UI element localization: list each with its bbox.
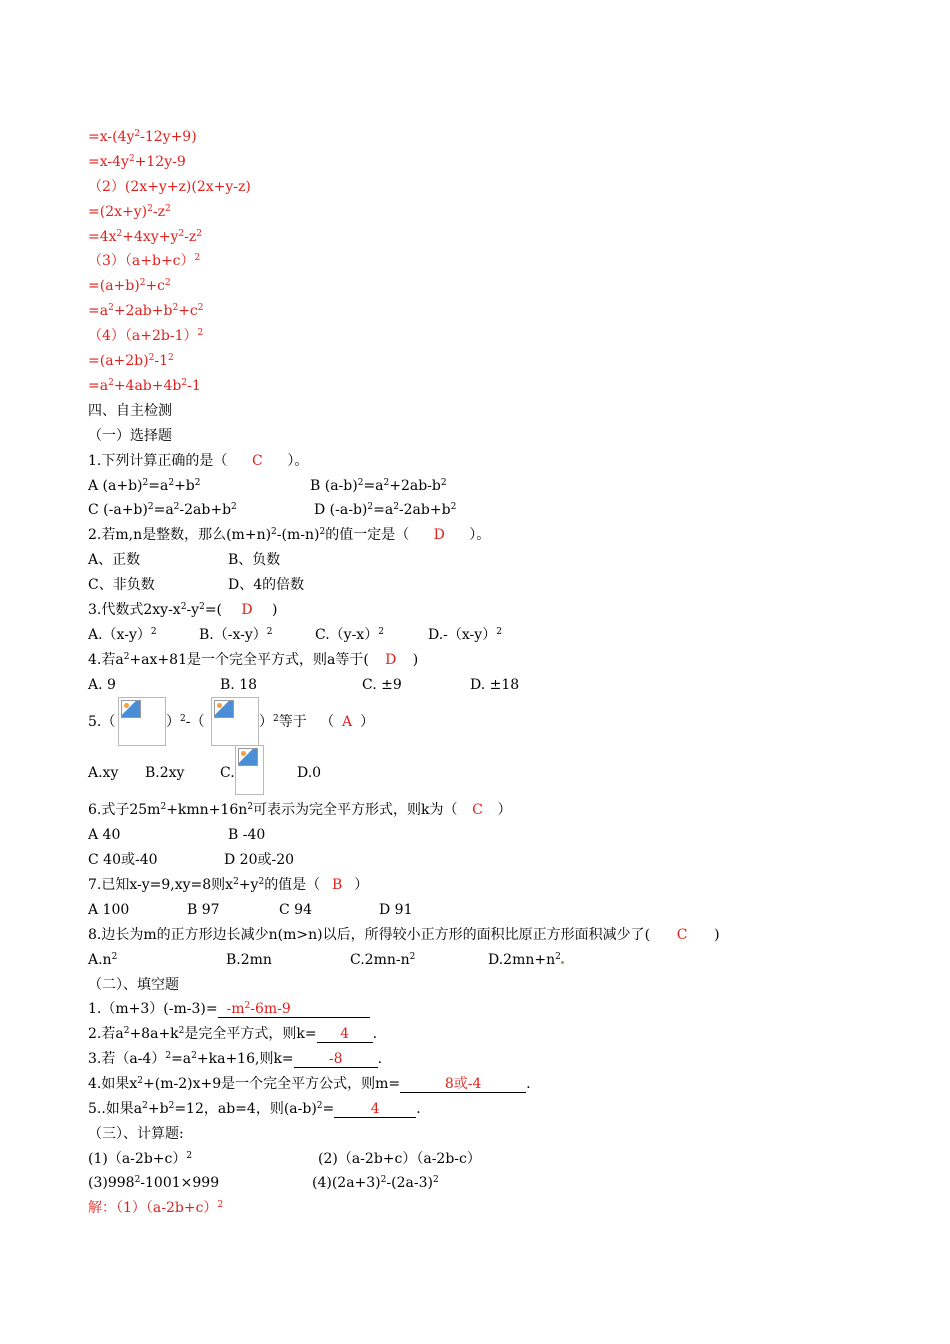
solution-line: $=a^2+2ab+b^2+c^2$ [88, 303, 204, 319]
solution-line: $=x-4y^2+12y-9$ [88, 154, 186, 170]
solution-heading: $(3)(a+b+c)^2$ [88, 253, 201, 269]
calc-2: (2)（a-2b+c）（a-2b-c） [318, 1151, 481, 1167]
option-row: B -40 [228, 827, 266, 843]
option-row: C 94 [279, 902, 312, 918]
broken-image-icon [235, 745, 264, 795]
solution-line: $=x-(4y^2-12y+9)$ [88, 129, 197, 145]
fill-2: 2.若$a^2+8a+k^2$是完全平方式，则k= 4 . [88, 1026, 378, 1042]
answer: D [385, 652, 397, 668]
option-row: A 100 [88, 902, 130, 918]
option-row: B.2mn [226, 952, 272, 968]
option-row: C. ±9 [362, 677, 402, 693]
answer-blank: 8或-4 [400, 1076, 526, 1093]
fill-3: 3.若$(a-4)^2=a^2+ka+16$,则k= -8 . [88, 1051, 383, 1067]
question-2: 2.若m,n是整数，那么$(m+n)^2-(m-n)^2$的值一定是（ D ）。 [88, 527, 491, 543]
fill-5: 5..如果$a^2+b^2=12$，ab=4，则$(a-b)^2= 4$ . [88, 1101, 421, 1117]
question-7: 7.已知x-y=9,xy=8则$x^2+y^2$的值是（ B ） [88, 877, 369, 893]
part-title: （一）选择题 [88, 428, 172, 444]
answer: C [472, 802, 483, 818]
part-title: （三）、计算题: [88, 1126, 184, 1142]
option-row: D.0 [297, 765, 322, 781]
option-row: A $(a+b)^2=a^2+b^2$ [88, 478, 201, 494]
answer: C [676, 927, 688, 943]
option-row: $C.(y-x)^2$ [315, 627, 384, 643]
question-3: 3.代数式$2xy-x^2-y^2=$( D ) [88, 602, 278, 618]
solution-line: $=(2x+y)^2-z^2$ [88, 204, 171, 220]
option-row: $A.n^2$ [88, 952, 118, 968]
section-title: 四、自主检测 [88, 403, 172, 419]
option-row: C、非负数 [88, 577, 155, 593]
option-row: B、负数 [228, 552, 281, 568]
answer-blank: 4 [334, 1101, 416, 1118]
option-row: C. [220, 765, 235, 781]
question-4: 4.若$a^2+ax+81$是一个完全平方式，则a等于( D ) [88, 652, 419, 668]
solution-line: $=4x^2+4xy+y^2-z^2$ [88, 229, 202, 245]
answer: D [241, 602, 253, 618]
option-row: $C.2mn-n^2$ [350, 952, 416, 968]
question-6: 6.式子$25m^2+kmn+16n^2$可表示为完全平方形式，则k为（ C ） [88, 802, 512, 818]
option-row: C 40或-40 [88, 852, 158, 868]
green-dot [561, 961, 564, 964]
question-1: 1.下列计算正确的是（ C ）。 [88, 453, 309, 469]
answer-blank: 4 [317, 1026, 373, 1043]
option-row: D $(-a-b)^2=a^2-2ab+b^2$ [314, 502, 457, 518]
option-row: B. 18 [220, 677, 258, 693]
calc-3: $(3)998^2-1001\times 999$ [88, 1175, 220, 1191]
broken-image-icon [118, 697, 166, 746]
question-5-part: ）$^2$-（ [166, 714, 205, 730]
option-row: A. 9 [88, 677, 116, 693]
solution-line: $=a^2+4ab+4b^2-1$ [88, 378, 201, 394]
solution-line: $=(a+b)^2+c^2$ [88, 278, 171, 294]
option-row: C $(-a+b)^2=a^2-2ab+b^2$ [88, 502, 237, 518]
fill-1: $1.(m+3)(-m-3)= -m^2-6m-9$ [88, 1000, 370, 1018]
calc-4: $(4)(2a+3)^2-(2a-3)^2$ [312, 1175, 439, 1191]
option-row: A 40 [88, 827, 121, 843]
option-row: A、正数 [88, 552, 141, 568]
option-row: D 91 [379, 902, 413, 918]
solution-line: $=(a+2b)^2-1^2$ [88, 353, 174, 369]
option-row: B.2xy [145, 765, 185, 781]
answer: B [332, 877, 343, 893]
broken-image-icon [211, 697, 259, 746]
solution-heading: （2）(2x+y+z)(2x+y-z) [88, 179, 251, 195]
option-row: D. ±18 [470, 677, 520, 693]
option-row: D 20或-20 [224, 852, 295, 868]
answer: C [252, 453, 263, 469]
fill-4: 4.如果$x^2+(m-2)x+9$是一个完全平方公式，则m= 8或-4 . [88, 1076, 531, 1092]
option-row: D、4的倍数 [228, 577, 305, 593]
answer: D [433, 527, 445, 543]
answer-blank: $-m^2-6m-9$ [218, 1001, 370, 1018]
solution-heading: $(4)(a+2b-1)^2$ [88, 328, 204, 344]
question-5-part: ）$^2$等于 （ A ） [259, 714, 375, 730]
option-row: $A.(x-y)^2$ [88, 627, 157, 643]
option-row: $D.-(x-y)^2$ [428, 627, 502, 643]
answer-blank: -8 [294, 1051, 378, 1068]
option-row: $B.(-x-y)^2$ [199, 627, 273, 643]
option-row: A.xy [88, 765, 119, 781]
option-row: $D.2mn+n^2$ [488, 951, 564, 969]
option-row: B $(a-b)^2=a^2+2ab-b^2$ [310, 478, 447, 494]
option-row: B 97 [187, 902, 220, 918]
calc-1: $(1)(a-2b+c)^2$ [88, 1151, 193, 1167]
question-8: 8.边长为m的正方形边长减少n(m>n)以后，所得较小正方形的面积比原正方形面积减少了( C ) [88, 927, 720, 943]
question-5: 5.（ [88, 714, 116, 730]
part-title: （二）、填空题 [88, 977, 179, 993]
solution-heading: 解：$(1)(a-2b+c)^2$ [88, 1200, 224, 1216]
answer: A [342, 714, 353, 730]
